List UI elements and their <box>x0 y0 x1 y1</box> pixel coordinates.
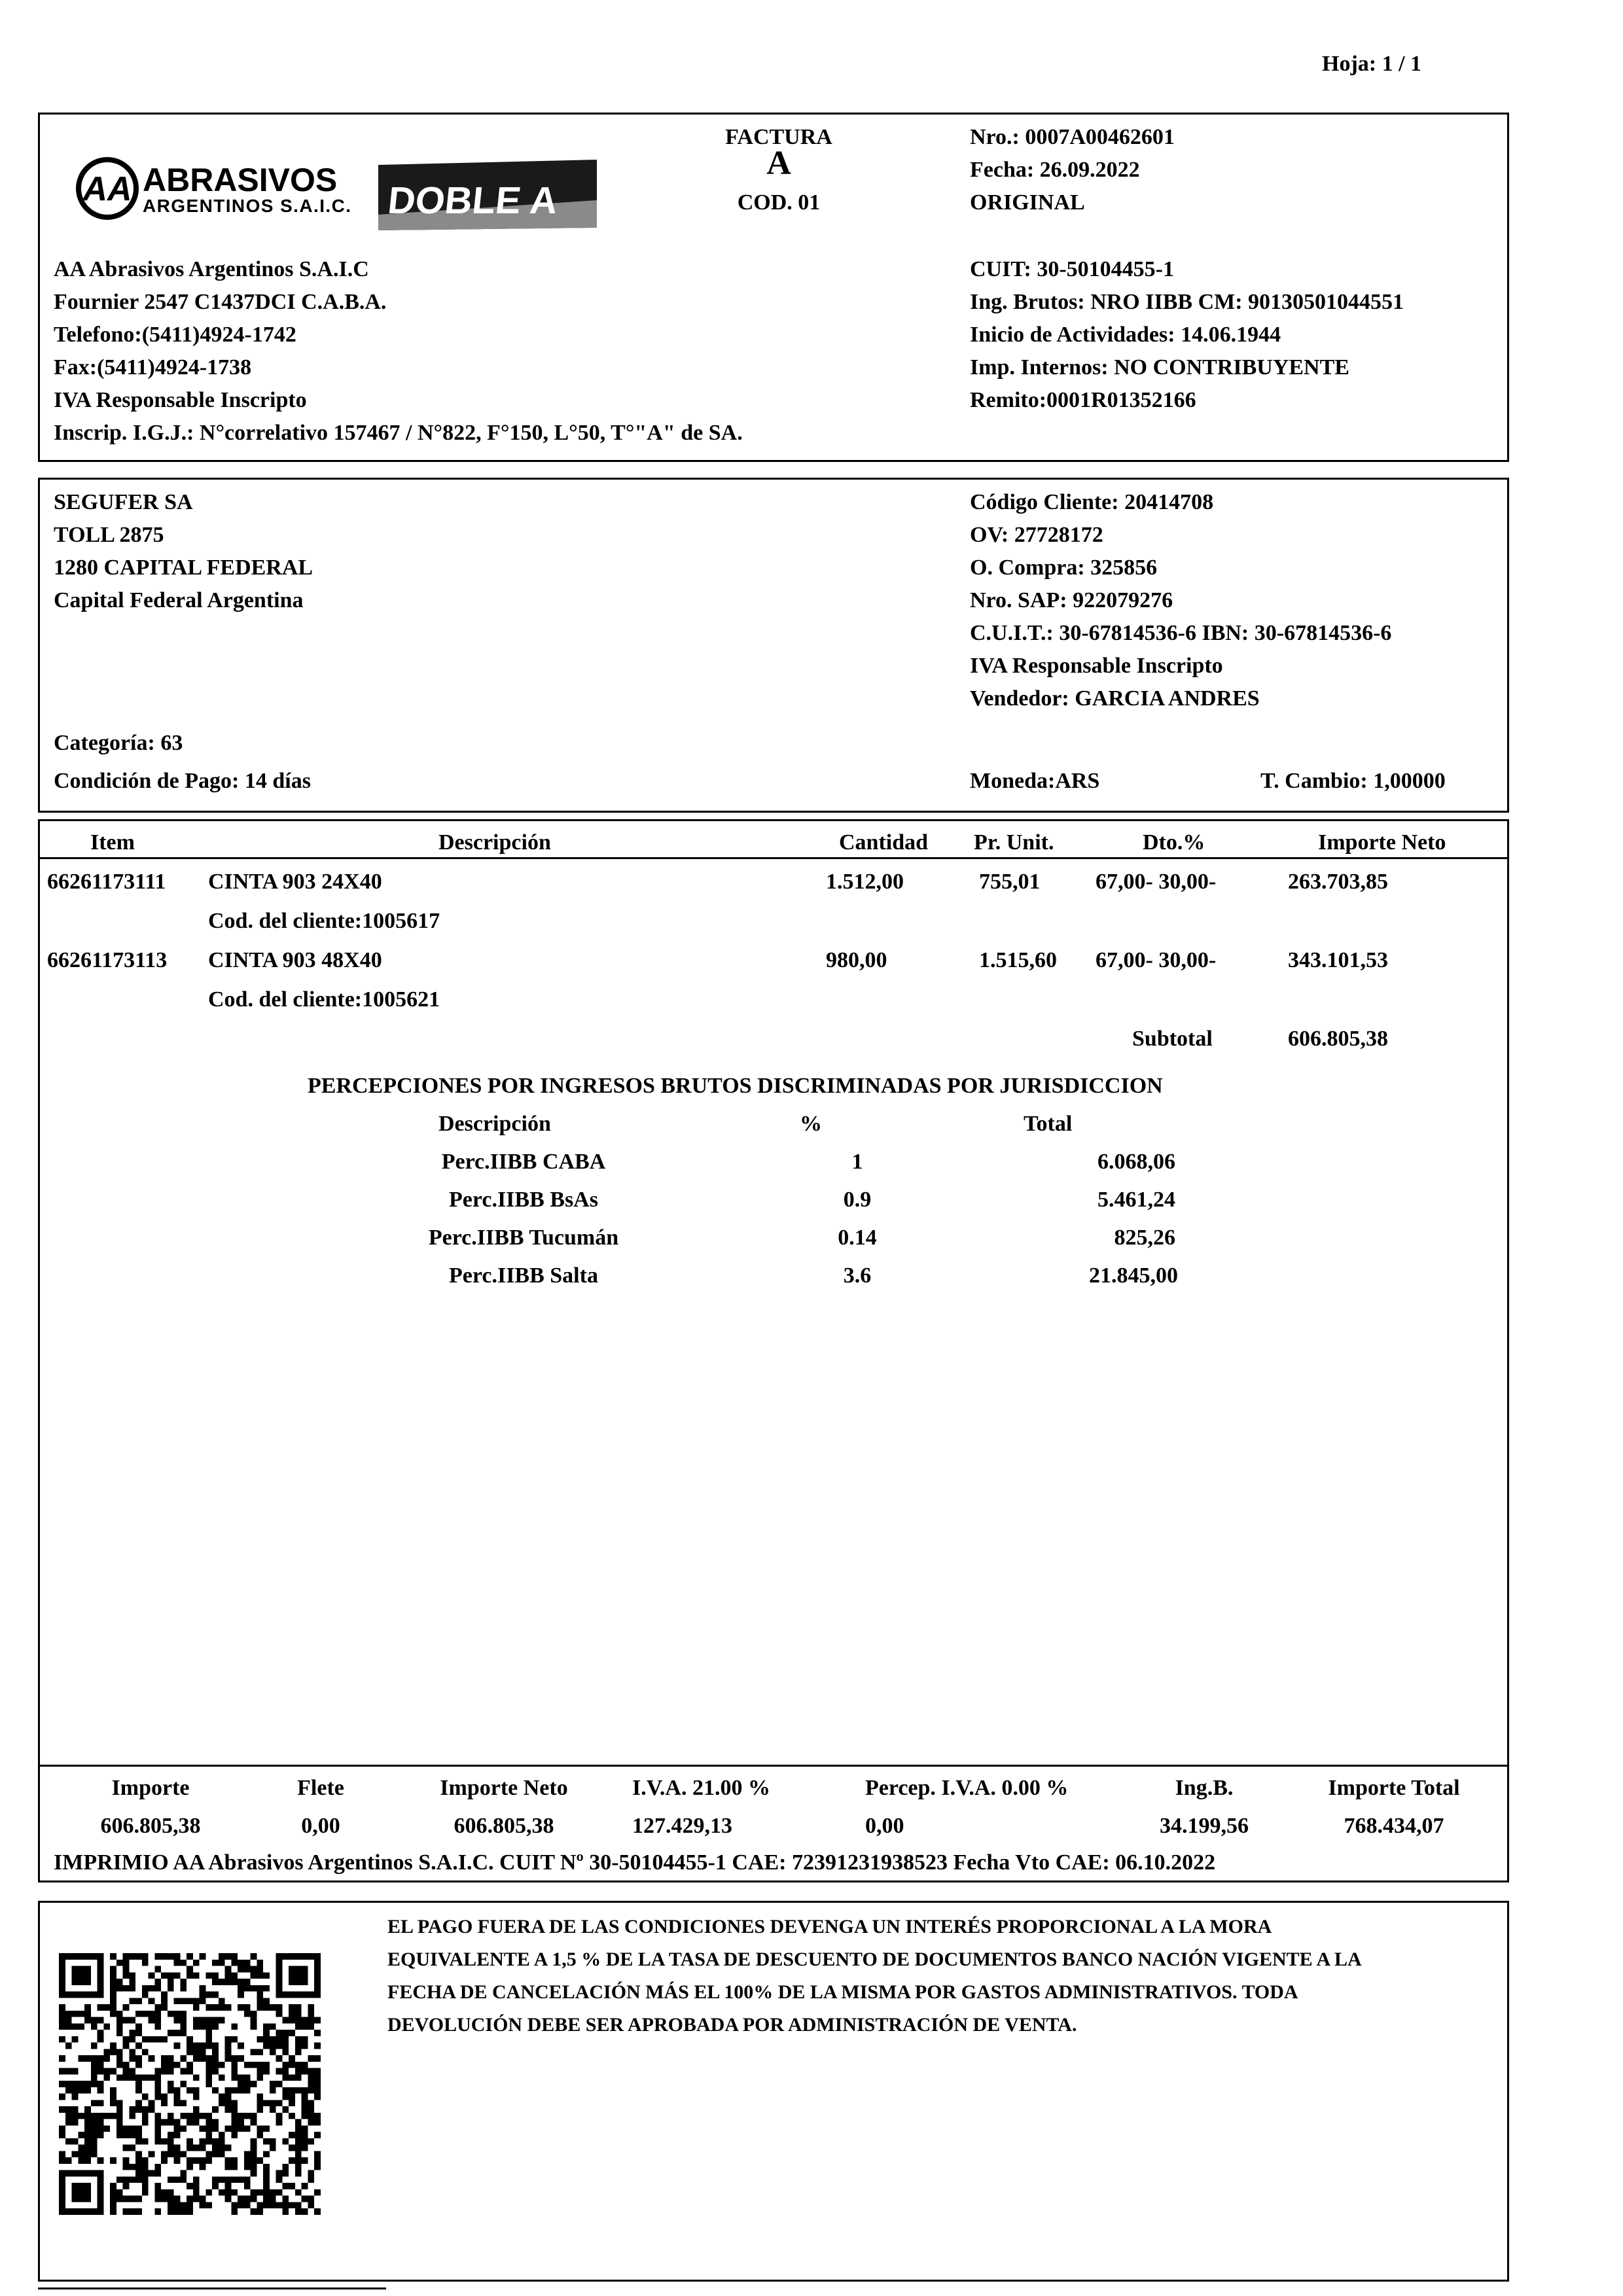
perceptions-title: PERCEPCIONES POR INGRESOS BRUTOS DISCRIMINADAS POR JURISDICCION <box>308 1074 1163 1098</box>
invoice-copy: ORIGINAL <box>970 190 1085 215</box>
totals-header-amount: Importe <box>111 1776 190 1800</box>
row-item: 66261173111 <box>47 870 166 894</box>
row-description: CINTA 903 48X40 <box>208 948 382 972</box>
row-unit-price: 755,01 <box>979 870 1041 894</box>
perception-description: Perc.IIBB Tucumán <box>428 1226 619 1250</box>
customer-country: Capital Federal Argentina <box>54 588 304 612</box>
sheet-number: Hoja: 1 / 1 <box>1322 52 1422 76</box>
invoice-code: COD. 01 <box>737 190 821 215</box>
header-discount: Dto.% <box>1143 830 1205 855</box>
perceptions-header-description: Descripción <box>438 1112 551 1136</box>
currency: Moneda:ARS <box>970 769 1100 793</box>
invoice-number: Nro.: 0007A00462601 <box>970 125 1175 149</box>
customer-ov: OV: 27728172 <box>970 523 1103 547</box>
issuer-cuit: CUIT: 30-50104455-1 <box>970 257 1174 281</box>
customer-iva: IVA Responsable Inscripto <box>970 654 1223 678</box>
perception-total: 6.068,06 <box>1097 1150 1175 1174</box>
logo-brand: DOBLE A <box>385 179 560 222</box>
perceptions-header-percent: % <box>800 1112 822 1136</box>
subtotal-label: Subtotal <box>1132 1027 1213 1051</box>
company-logo <box>65 157 602 236</box>
perception-total: 825,26 <box>1114 1226 1175 1250</box>
issuer-internal-tax: Imp. Internos: NO CONTRIBUYENTE <box>970 355 1349 380</box>
issuer-start-date: Inicio de Actividades: 14.06.1944 <box>970 323 1281 347</box>
customer-seller: Vendedor: GARCIA ANDRES <box>970 686 1260 711</box>
invoice-letter: A <box>766 145 791 182</box>
issuer-remito: Remito:0001R01352166 <box>970 388 1196 412</box>
qr-code-icon <box>59 1953 321 2215</box>
bottom-rule <box>38 2287 386 2289</box>
row-discount: 67,00- 30,00- <box>1096 948 1217 972</box>
totals-freight: 0,00 <box>301 1814 340 1838</box>
row-client-code: Cod. del cliente:1005617 <box>208 909 440 933</box>
row-client-code: Cod. del cliente:1005621 <box>208 987 440 1012</box>
totals-amount: 606.805,38 <box>100 1814 201 1838</box>
perception-total: 21.845,00 <box>1089 1263 1178 1288</box>
perceptions-header-total: Total <box>1024 1112 1073 1136</box>
exchange-rate: T. Cambio: 1,00000 <box>1260 769 1446 793</box>
perception-percent: 3.6 <box>843 1263 872 1288</box>
row-unit-price: 1.515,60 <box>979 948 1057 972</box>
perception-percent: 0.9 <box>843 1188 872 1212</box>
totals-total: 768.434,07 <box>1344 1814 1444 1838</box>
header-quantity: Cantidad <box>839 830 929 855</box>
totals-percep-iva: 0,00 <box>865 1814 904 1838</box>
payment-condition: Condición de Pago: 14 días <box>54 769 311 793</box>
totals-header-net: Importe Neto <box>440 1776 568 1800</box>
issuer-address: Fournier 2547 C1437DCI C.A.B.A. <box>54 290 387 314</box>
invoice-kind: FACTURA <box>725 125 832 149</box>
customer-purchase-order: O. Compra: 325856 <box>970 556 1158 580</box>
customer-code: Código Cliente: 20414708 <box>970 490 1214 514</box>
issuer-phone: Telefono:(5411)4924-1742 <box>54 323 296 347</box>
header-unit-price: Pr. Unit. <box>974 830 1054 855</box>
customer-name: SEGUFER SA <box>54 490 193 514</box>
perception-description: Perc.IIBB BsAs <box>449 1188 598 1212</box>
row-net-amount: 343.101,53 <box>1288 948 1388 972</box>
row-description: CINTA 903 24X40 <box>208 870 382 894</box>
issuer-fax: Fax:(5411)4924-1738 <box>54 355 252 380</box>
perception-description: Perc.IIBB CABA <box>441 1150 606 1174</box>
totals-ing-b: 34.199,56 <box>1160 1814 1249 1838</box>
totals-header-total: Importe Total <box>1328 1776 1460 1800</box>
customer-street: TOLL 2875 <box>54 523 164 547</box>
printed-by-line: IMPRIMIO AA Abrasivos Argentinos S.A.I.C. CUIT Nº 30-50104455-1 CAE: 72391231938523 Fecha Vto CAE: 06.10.2022 <box>54 1850 1216 1875</box>
abrasivos-logo-icon <box>65 157 602 236</box>
perception-total: 5.461,24 <box>1097 1188 1175 1212</box>
subtotal-value: 606.805,38 <box>1288 1027 1388 1051</box>
totals-header-percep-iva: Percep. I.V.A. 0.00 % <box>865 1776 1069 1800</box>
logo-line2: ARGENTINOS S.A.I.C. <box>143 196 351 216</box>
row-quantity: 980,00 <box>826 948 887 972</box>
issuer-name: AA Abrasivos Argentinos S.A.I.C <box>54 257 369 281</box>
row-quantity: 1.512,00 <box>826 870 904 894</box>
customer-sap: Nro. SAP: 922079276 <box>970 588 1173 612</box>
issuer-igj: Inscrip. I.G.J.: N°correlativo 157467 / N°822, F°150, L°50, T°"A" de SA. <box>54 421 743 445</box>
perception-description: Perc.IIBB Salta <box>449 1263 598 1288</box>
issuer-ing-brutos: Ing. Brutos: NRO IIBB CM: 90130501044551 <box>970 290 1404 314</box>
invoice-date: Fecha: 26.09.2022 <box>970 158 1140 182</box>
legal-line-4: DEVOLUCIÓN DEBE SER APROBADA POR ADMINISTRACIÓN DE VENTA. <box>387 2014 1077 2036</box>
logo-monogram: AA <box>82 170 132 208</box>
items-header-divider <box>38 857 1509 859</box>
row-discount: 67,00- 30,00- <box>1096 870 1217 894</box>
totals-header-iva: I.V.A. 21.00 % <box>632 1776 770 1800</box>
customer-category: Categoría: 63 <box>54 731 183 755</box>
logo-line1: ABRASIVOS <box>143 162 338 198</box>
header-description: Descripción <box>438 830 551 855</box>
perception-percent: 1 <box>851 1150 863 1174</box>
totals-header-freight: Flete <box>297 1776 344 1800</box>
legal-line-1: EL PAGO FUERA DE LAS CONDICIONES DEVENGA UN INTERÉS PROPORCIONAL A LA MORA <box>387 1916 1272 1937</box>
customer-city: 1280 CAPITAL FEDERAL <box>54 556 313 580</box>
customer-cuit: C.U.I.T.: 30-67814536-6 IBN: 30-67814536-6 <box>970 621 1392 645</box>
issuer-iva: IVA Responsable Inscripto <box>54 388 307 412</box>
totals-net: 606.805,38 <box>454 1814 554 1838</box>
header-net-amount: Importe Neto <box>1318 830 1446 855</box>
totals-header-ing-b: Ing.B. <box>1175 1776 1234 1800</box>
perception-percent: 0.14 <box>838 1226 877 1250</box>
header-item: Item <box>90 830 135 855</box>
totals-iva: 127.429,13 <box>632 1814 732 1838</box>
row-item: 66261173113 <box>47 948 168 972</box>
row-net-amount: 263.703,85 <box>1288 870 1388 894</box>
legal-line-3: FECHA DE CANCELACIÓN MÁS EL 100% DE LA MISMA POR GASTOS ADMINISTRATIVOS. TODA <box>387 1981 1298 2003</box>
legal-line-2: EQUIVALENTE A 1,5 % DE LA TASA DE DESCUENTO DE DOCUMENTOS BANCO NACIÓN VIGENTE A LA <box>387 1949 1362 1970</box>
